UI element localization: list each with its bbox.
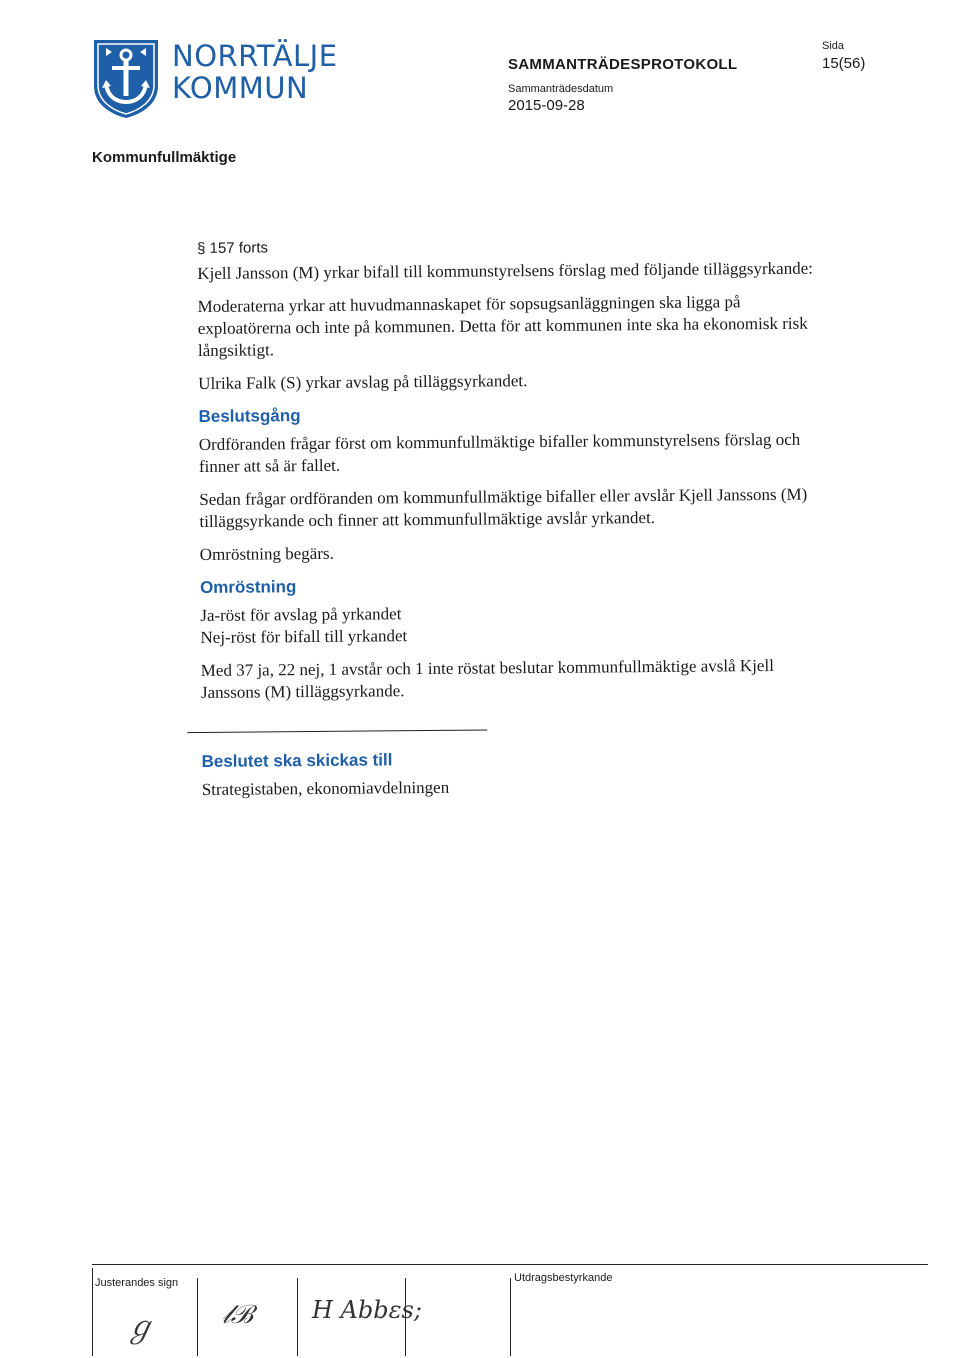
heading-omrostning: Omröstning bbox=[199, 577, 297, 597]
logo-line-2: KOMMUN bbox=[172, 71, 309, 105]
heading-beslutet-skickas: Beslutet ska skickas till bbox=[201, 750, 393, 771]
recipients: Strategistaben, ekonomiavdelningen bbox=[201, 777, 450, 799]
meeting-date-label: Sammanträdesdatum bbox=[508, 83, 614, 95]
paragraph-motion: Kjell Jansson (M) yrkar bifall till kommunstyrelsens förslag med följande tilläggsyrkande: bbox=[197, 258, 814, 283]
signature-separator bbox=[510, 1278, 511, 1356]
municipality-logo bbox=[92, 38, 160, 120]
signature-2: 𝓁ℬ bbox=[222, 1300, 253, 1330]
paragraph-first-question: Ordföranden frågar först om kommunfullmäktige bifaller kommunstyrelsens förslag och finner att så är fallet. bbox=[198, 429, 801, 476]
footer-divider bbox=[92, 1264, 928, 1265]
signature-separator bbox=[197, 1278, 198, 1356]
utdragsbestyrkande-label: Utdragsbestyrkande bbox=[514, 1272, 613, 1284]
logo-wordmark bbox=[172, 40, 338, 104]
document-title: SAMMANTRÄDESPROTOKOLL bbox=[508, 56, 738, 73]
anchor-shield-icon bbox=[92, 38, 160, 120]
section-number: § 157 forts bbox=[197, 239, 269, 257]
paragraph-moderaterna: Moderaterna yrkar att huvudmannaskapet för sopsugsanläggningen ska ligga på exploatörerna och inte på kommunen. Detta för att kommunen inte ska ha ekonomisk risk långsiktigt. bbox=[197, 292, 808, 360]
paragraph-vote-requested: Omröstning begärs. bbox=[199, 543, 334, 564]
protocol-body bbox=[197, 235, 822, 812]
meeting-date-value: 2015-09-28 bbox=[508, 97, 585, 114]
vote-yes-line: Ja-röst för avslag på yrkandet bbox=[200, 604, 402, 625]
signature-1: ℊ bbox=[125, 1310, 155, 1345]
signature-separator bbox=[297, 1278, 298, 1356]
signature-3: H Abbɛs; bbox=[312, 1296, 422, 1324]
logo-line-1: NORRTÄLJE bbox=[172, 39, 338, 73]
justerandes-sign-label: Justerandes sign bbox=[95, 1277, 179, 1289]
vote-no-line: Nej-röst för bifall till yrkandet bbox=[200, 626, 408, 647]
heading-beslutsgang: Beslutsgång bbox=[198, 406, 301, 426]
organization-name: Kommunfullmäktige bbox=[92, 149, 237, 166]
paragraph-rejection: Ulrika Falk (S) yrkar avslag på tilläggsyrkandet. bbox=[198, 371, 528, 393]
paragraph-vote-result: Med 37 ja, 22 nej, 1 avstår och 1 inte röstat beslutar kommunfullmäktige avslå Kjell Janssons (M) tilläggsyrkande. bbox=[200, 655, 774, 702]
section-divider bbox=[187, 729, 487, 733]
page-number: 15(56) bbox=[822, 55, 866, 72]
paragraph-second-question: Sedan frågar ordföranden om kommunfullmäktige bifaller eller avslår Kjell Janssons (M) tilläggsyrkande och finner att kommunfullmäktige avslår yrkandet. bbox=[199, 484, 808, 531]
page-label: Sida bbox=[822, 40, 845, 52]
